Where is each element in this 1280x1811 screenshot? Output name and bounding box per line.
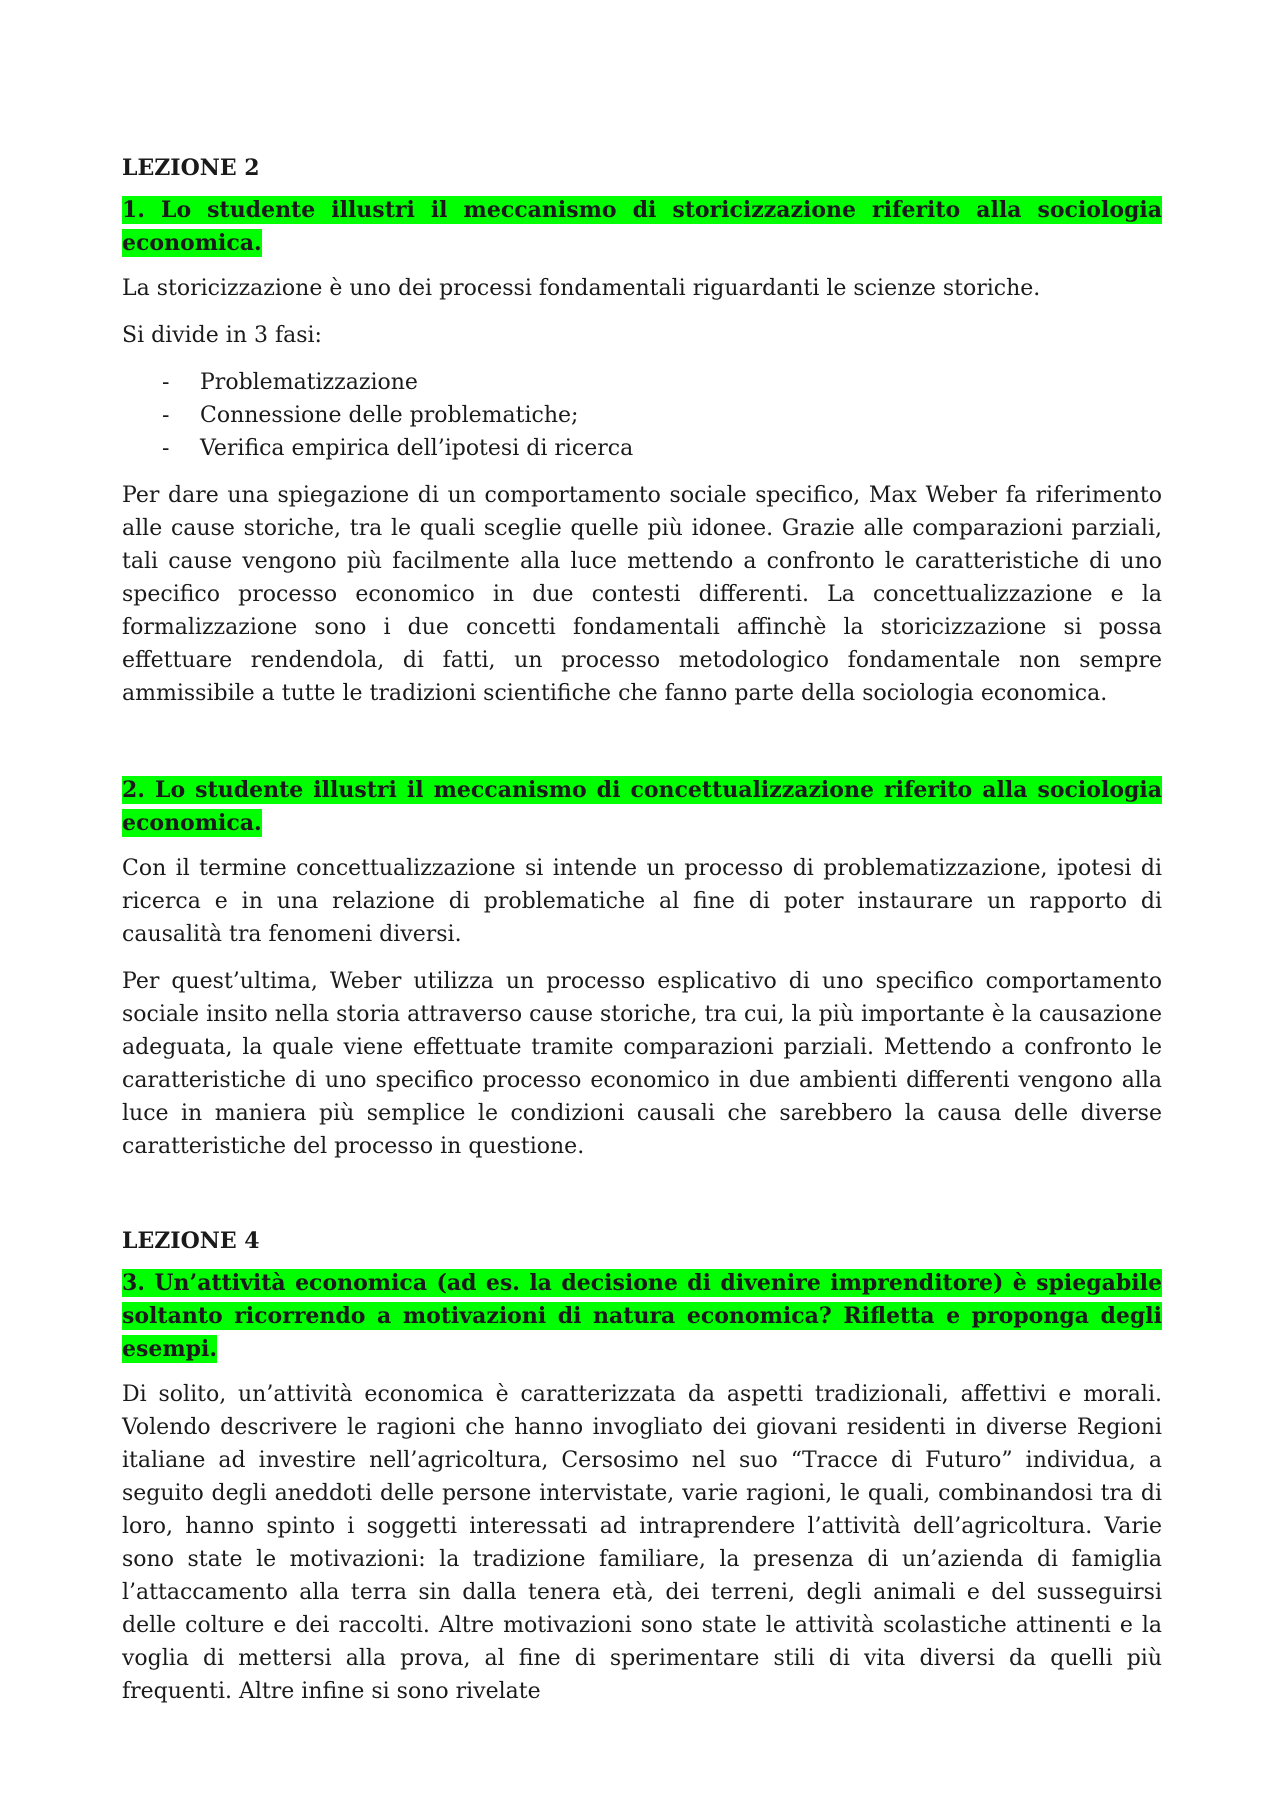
list-item: [122, 432, 1162, 465]
question-2: [122, 774, 1162, 840]
lesson-4-heading: LEZIONE 4: [122, 1228, 260, 1254]
spacer: [122, 724, 1162, 774]
q1-body: Per dare una spiegazione di un comportamento sociale specifico, Max Weber fa riferimento alle cause storiche, tra le quali sceglie quelle più idonee. Grazie alle comparazioni parziali, tali cause vengono più facilmente alla luce mettendo a confronto le caratteristiche di uno specifico processo economico in due contesti differenti. La concettualizzazione e la formalizzazione sono i due concetti fondamentali affinchè la storicizzazione si possa effettuare rendendola, di fatti, un processo metodologico fondamentale non sempre ammissibile a tutte le tradizioni scientifiche che fanno parte della sociologia economica.: [122, 483, 1162, 706]
q1-phases-intro: Si divide in 3 fasi:: [122, 323, 322, 348]
list-item: [122, 399, 1162, 432]
dash-bullet: -: [162, 403, 170, 428]
question-1: [122, 194, 1162, 260]
dash-bullet: -: [162, 370, 170, 395]
q1-intro: La storicizzazione è uno dei processi fondamentali riguardanti le scienze storiche.: [122, 276, 1041, 301]
list-item-text: Connessione delle problematiche;: [200, 403, 579, 428]
q1-phases-list: [122, 366, 1162, 465]
document-page: [122, 152, 1162, 1722]
question-2-highlight: 2. Lo studente illustri il meccanismo di concettualizzazione riferito alla sociologia economica.: [122, 777, 1162, 836]
question-3-highlight: 3. Un’attività economica (ad es. la decisione di divenire imprenditore) è spiegabile soltanto ricorrendo a motivazioni di natura economica? Rifletta e proponga degli esempi.: [122, 1270, 1162, 1362]
dash-bullet: -: [162, 436, 170, 461]
list-item-text: Verifica empirica dell’ipotesi di ricerca: [200, 436, 634, 461]
question-1-highlight: 1. Lo studente illustri il meccanismo di storicizzazione riferito alla sociologia economica.: [122, 197, 1162, 256]
lesson-2-heading: LEZIONE 2: [122, 155, 260, 181]
list-item-text: Problematizzazione: [200, 370, 418, 395]
q2-para-2: Per quest’ultima, Weber utilizza un processo esplicativo di uno specifico comportamento sociale insito nella storia attraverso cause storiche, tra cui, la più importante è la causazione adeguata, la quale viene effettuate tramite comparazioni parziali. Mettendo a confronto le caratteristiche di uno specifico processo economico in due ambienti differenti vengono alla luce in maniera più semplice le condizioni causali che sarebbero la causa delle diverse caratteristiche del processo in questione.: [122, 969, 1162, 1159]
spacer: [122, 1177, 1162, 1225]
q3-body: Di solito, un’attività economica è caratterizzata da aspetti tradizionali, affettivi e morali. Volendo descrivere le ragioni che hanno invogliato dei giovani residenti in diverse Regioni italiane ad investire nell’agricoltura, Cersosimo nel suo “Tracce di Futuro” individua, a seguito degli aneddoti delle persone intervistate, varie ragioni, le quali, combinandosi tra di loro, hanno spinto i soggetti interessati ad intraprendere l’attività dell’agricoltura. Varie sono state le motivazioni: la tradizione familiare, la presenza di un’azienda di famiglia l’attaccamento alla terra sin dalla tenera età, dei terreni, degli animali e del susseguirsi delle colture e dei raccolti. Altre motivazioni sono state le attività scolastiche attinenti e la voglia di mettersi alla prova, al fine di sperimentare stili di vita diversi da quelli più frequenti. Altre infine si sono rivelate: [122, 1382, 1162, 1704]
q2-para-1: Con il termine concettualizzazione si intende un processo di problematizzazione, ipotesi di ricerca e in una relazione di problematiche al fine di poter instaurare un rapporto di causalità tra fenomeni diversi.: [122, 856, 1162, 947]
question-3: [122, 1267, 1162, 1366]
list-item: [122, 366, 1162, 399]
